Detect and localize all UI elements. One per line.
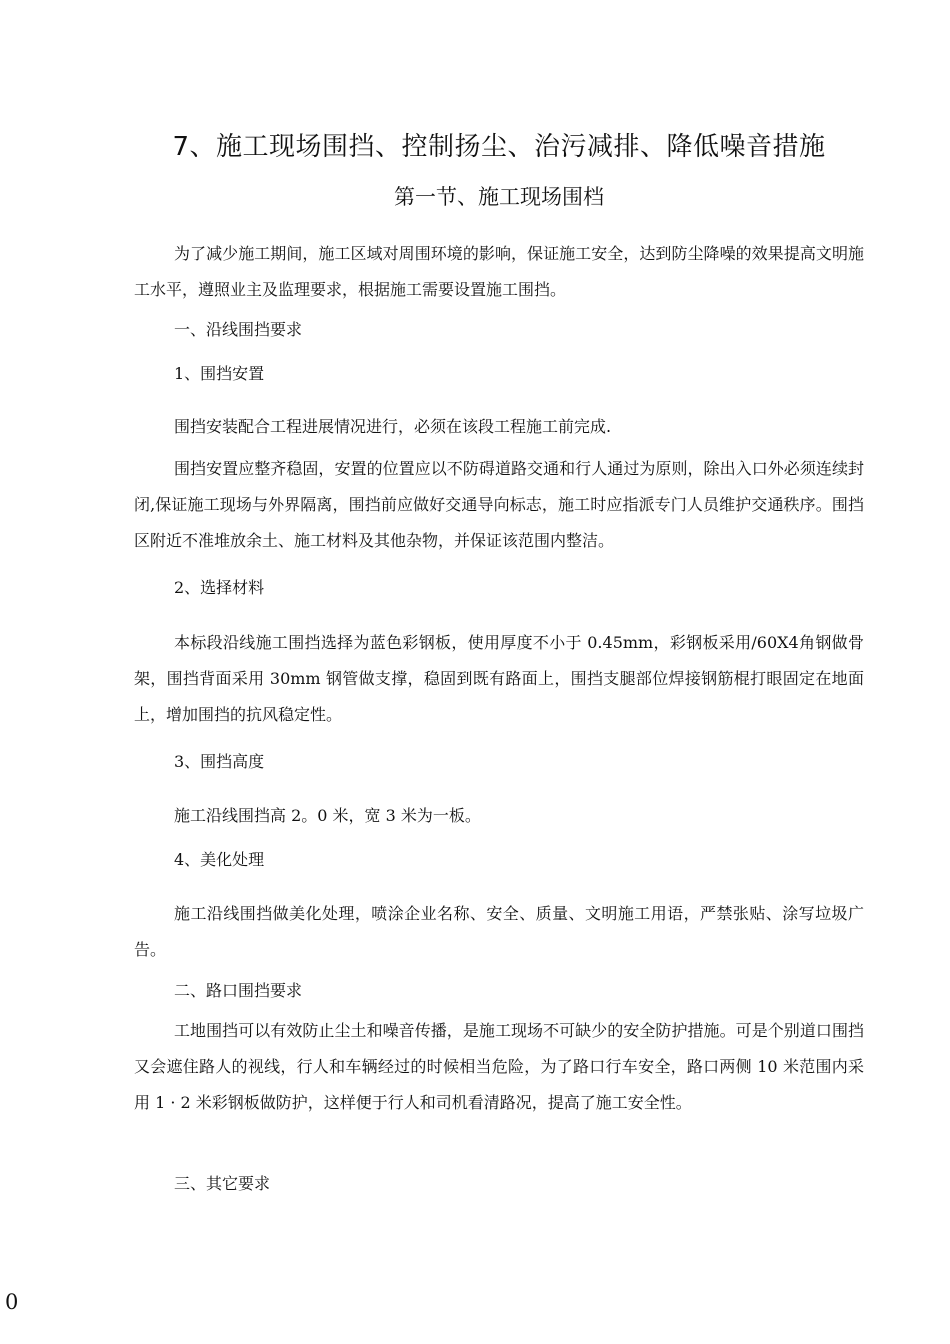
- item1-paragraph-2: 围挡安置应整齐稳固，安置的位置应以不防碍道路交通和行人通过为原则，除出入口外必须连续封闭,保证施工现场与外界隔离，围挡前应做好交通导向标志，施工时应指派专门人员维护交通秩序。围挡区附近不准堆放余土、施工材料及其他杂物，并保证该范围内整洁。: [134, 459, 864, 550]
- item1-heading: 1、围挡安置: [174, 364, 265, 383]
- section1-heading: 一、沿线围挡要求: [174, 320, 303, 339]
- item3-heading: 3、围挡高度: [174, 752, 265, 771]
- item3-paragraph: 施工沿线围挡高 2。0 米，宽 3 米为一板。: [174, 806, 481, 825]
- item1-paragraph-1: 围挡安装配合工程进展情况进行，必须在该段工程施工前完成.: [174, 417, 612, 436]
- item4-heading: 4、美化处理: [174, 850, 265, 869]
- section2-heading: 二、路口围挡要求: [174, 981, 303, 1000]
- item2-heading: 2、选择材料: [174, 578, 265, 597]
- item4-paragraph: 施工沿线围挡做美化处理，喷涂企业名称、安全、质量、文明施工用语，严禁张贴、涂写垃圾广告。: [134, 904, 864, 959]
- intro-paragraph: 为了减少施工期间，施工区域对周围环境的影响，保证施工安全，达到防尘降噪的效果提高文明施工水平，遵照业主及监理要求，根据施工需要设置施工围挡。: [134, 244, 864, 299]
- section2-paragraph: 工地围挡可以有效防止尘土和噪音传播，是施工现场不可缺少的安全防护措施。可是个别道口围挡又会遮住路人的视线，行人和车辆经过的时候相当危险，为了路口行车安全，路口两侧 10 米范围内采用 1 · 2 米彩钢板做防护，这样便于行人和司机看清路况，提高了施工安全性。: [134, 1021, 864, 1112]
- item2-paragraph: 本标段沿线施工围挡选择为蓝色彩钢板，使用厚度不小于 0.45mm，彩钢板采用/60X4角钢做骨架，围挡背面采用 30mm 钢管做支撑，稳固到既有路面上，围挡支腿部位焊接钢筋棍打眼固定在地面上，增加围挡的抗风稳定性。: [134, 633, 864, 724]
- section3-heading: 三、其它要求: [174, 1174, 271, 1193]
- page-title: 7、施工现场围挡、控制扬尘、治污减排、降低噪音措施: [172, 132, 826, 162]
- page-number: 0: [5, 1290, 19, 1314]
- section-subtitle: 第一节、施工现场围档: [394, 185, 604, 209]
